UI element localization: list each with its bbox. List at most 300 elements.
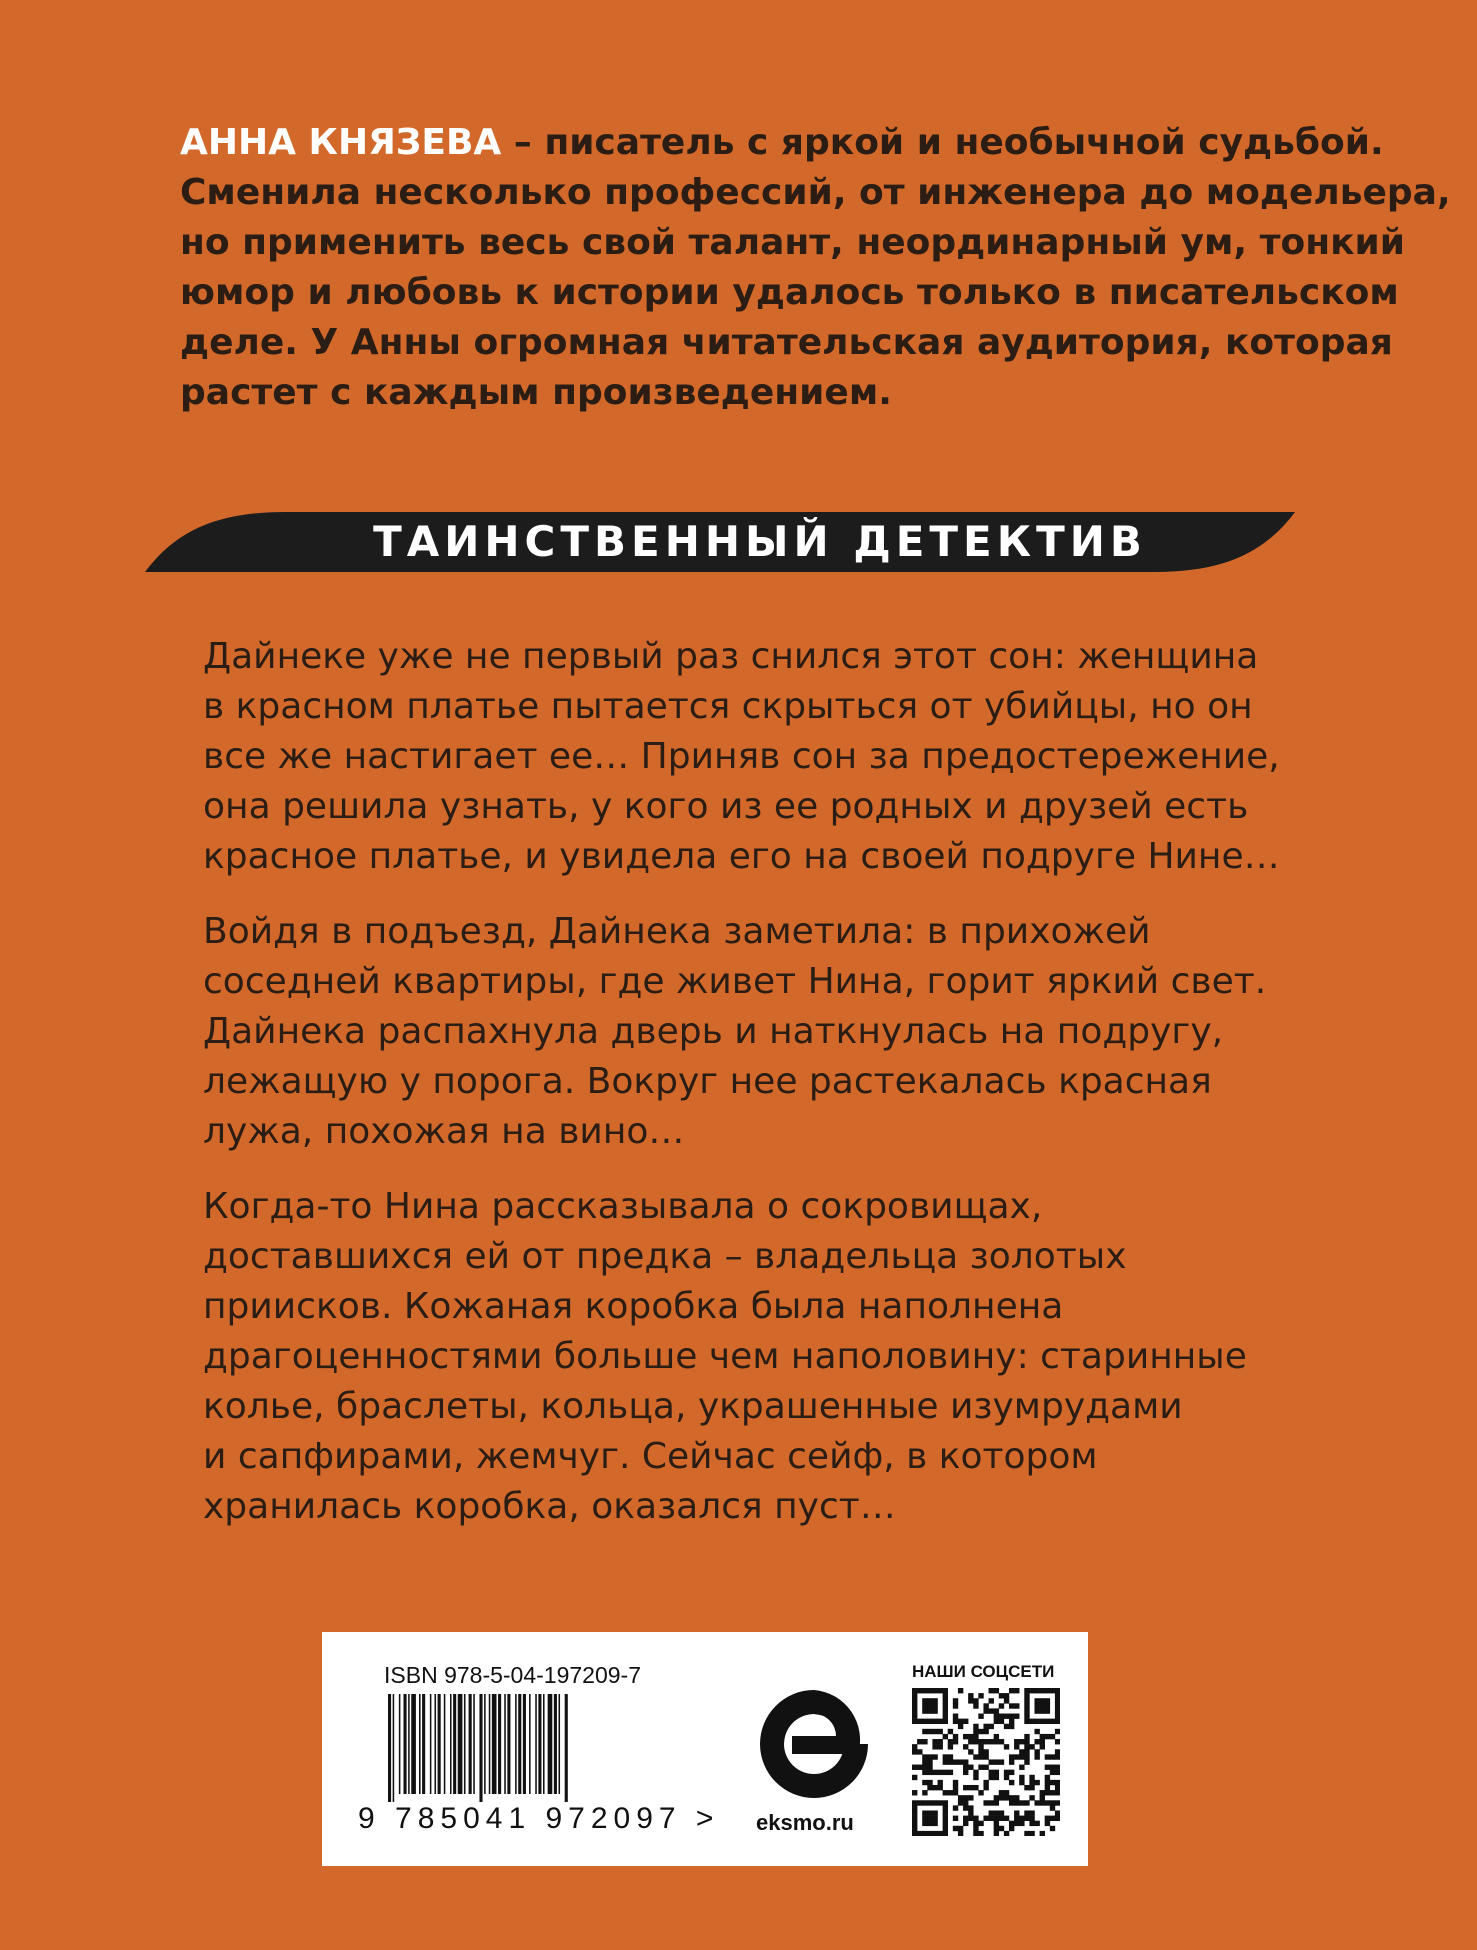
barcode-bar: [489, 1694, 491, 1794]
qr-module: [932, 1831, 937, 1836]
qr-module: [1050, 1826, 1055, 1831]
qr-module: [1040, 1703, 1045, 1708]
barcode-bar: [538, 1694, 541, 1794]
qr-module: [983, 1816, 988, 1821]
barcode-bar: [435, 1694, 437, 1794]
qr-module: [989, 1770, 994, 1775]
qr-module: [963, 1719, 968, 1724]
qr-module: [922, 1831, 927, 1836]
qr-module: [927, 1770, 932, 1775]
annotation-line: хранилась коробка, оказался пуст…: [203, 1486, 896, 1527]
qr-module: [922, 1739, 927, 1744]
qr-module: [968, 1810, 973, 1815]
qr-module: [922, 1759, 927, 1764]
qr-module: [1040, 1800, 1045, 1805]
qr-module: [1034, 1703, 1039, 1708]
qr-caption: НАШИ СОЦСЕТИ: [912, 1662, 1055, 1681]
qr-module: [963, 1759, 968, 1764]
qr-module: [1014, 1800, 1019, 1805]
qr-module: [1019, 1821, 1024, 1826]
qr-module: [1034, 1729, 1039, 1734]
qr-module: [938, 1688, 943, 1693]
qr-module: [922, 1698, 927, 1703]
qr-module: [943, 1805, 948, 1810]
qr-module: [983, 1739, 988, 1744]
barcode-bar: [430, 1694, 432, 1794]
qr-module: [922, 1810, 927, 1815]
qr-module: [912, 1714, 917, 1719]
qr-module: [932, 1785, 937, 1790]
qr-module: [927, 1719, 932, 1724]
qr-module: [912, 1719, 917, 1724]
qr-module: [1055, 1800, 1060, 1805]
barcode-bar: [479, 1694, 482, 1802]
qr-module: [1055, 1688, 1060, 1693]
barcode-bar: [450, 1694, 452, 1794]
qr-module: [973, 1698, 978, 1703]
qr-module: [1014, 1744, 1019, 1749]
qr-module: [1034, 1780, 1039, 1785]
qr-module: [1024, 1831, 1029, 1836]
qr-module: [989, 1724, 994, 1729]
qr-module: [922, 1790, 927, 1795]
barcode-bar: [529, 1694, 531, 1794]
qr-code-icon[interactable]: [912, 1688, 1060, 1836]
qr-module: [938, 1719, 943, 1724]
qr-module: [994, 1800, 999, 1805]
publisher-site: eksmo.ru: [756, 1810, 854, 1835]
qr-module: [912, 1703, 917, 1708]
qr-module: [994, 1714, 999, 1719]
qr-module: [994, 1821, 999, 1826]
qr-module: [943, 1693, 948, 1698]
qr-module: [1040, 1744, 1045, 1749]
qr-module: [999, 1714, 1004, 1719]
barcode-bar: [535, 1694, 537, 1794]
annotation-line: драгоценностями больше чем наполовину: старинные: [203, 1336, 1247, 1377]
qr-module: [1045, 1816, 1050, 1821]
qr-module: [1009, 1719, 1014, 1724]
qr-module: [927, 1810, 932, 1815]
qr-module: [978, 1714, 983, 1719]
qr-module: [1004, 1790, 1009, 1795]
qr-module: [968, 1698, 973, 1703]
author-bio: [180, 118, 1451, 418]
qr-module: [999, 1790, 1004, 1795]
qr-module: [922, 1729, 927, 1734]
qr-module: [917, 1749, 922, 1754]
qr-module: [994, 1708, 999, 1713]
qr-module: [948, 1770, 953, 1775]
qr-module: [1055, 1698, 1060, 1703]
qr-module: [1055, 1780, 1060, 1785]
qr-module: [927, 1708, 932, 1713]
qr-module: [927, 1816, 932, 1821]
qr-module: [963, 1821, 968, 1826]
qr-module: [938, 1800, 943, 1805]
barcode-digits: 9 785041 972097 >: [358, 1802, 720, 1835]
barcode-bar: [438, 1694, 441, 1794]
qr-module: [1034, 1688, 1039, 1693]
qr-module: [943, 1703, 948, 1708]
qr-module: [994, 1831, 999, 1836]
qr-module: [938, 1739, 943, 1744]
author-bio-line: Сменила несколько профессий, от инженера до модельера,: [180, 172, 1451, 213]
qr-module: [994, 1770, 999, 1775]
qr-module: [953, 1714, 958, 1719]
qr-module: [912, 1708, 917, 1713]
qr-module: [927, 1800, 932, 1805]
qr-module: [932, 1708, 937, 1713]
qr-module: [948, 1790, 953, 1795]
qr-module: [1055, 1810, 1060, 1815]
qr-module: [1014, 1703, 1019, 1708]
qr-module: [927, 1688, 932, 1693]
qr-module: [927, 1759, 932, 1764]
series-banner: [145, 512, 1295, 572]
qr-module: [932, 1729, 937, 1734]
qr-module: [1029, 1810, 1034, 1815]
book-annotation: [203, 632, 1333, 1557]
qr-module: [1009, 1703, 1014, 1708]
qr-module: [1014, 1688, 1019, 1693]
qr-module: [989, 1775, 994, 1780]
qr-module: [1004, 1795, 1009, 1800]
author-bio-text: – писатель с яркой и необычной судьбой.: [501, 122, 1384, 163]
qr-module: [1055, 1693, 1060, 1698]
qr-module: [973, 1821, 978, 1826]
qr-module: [938, 1729, 943, 1734]
qr-module: [963, 1770, 968, 1775]
qr-module: [963, 1795, 968, 1800]
qr-module: [1034, 1698, 1039, 1703]
barcode-bar: [543, 1694, 545, 1794]
barcode-bar: [408, 1694, 410, 1794]
author-bio-line: юмор и любовь к истории удалось только в писательском: [180, 272, 1399, 313]
qr-module: [1045, 1790, 1050, 1795]
qr-module: [973, 1816, 978, 1821]
qr-module: [1050, 1780, 1055, 1785]
qr-module: [999, 1795, 1004, 1800]
annotation-line: приисков. Кожаная коробка была наполнена: [203, 1286, 1064, 1327]
qr-module: [1009, 1770, 1014, 1775]
qr-module: [958, 1688, 963, 1693]
qr-module: [1050, 1688, 1055, 1693]
qr-module: [932, 1703, 937, 1708]
qr-module: [932, 1770, 937, 1775]
qr-module: [912, 1790, 917, 1795]
qr-module: [1009, 1821, 1014, 1826]
qr-module: [1040, 1734, 1045, 1739]
qr-module: [999, 1816, 1004, 1821]
qr-module: [943, 1810, 948, 1815]
qr-module: [978, 1744, 983, 1749]
qr-module: [953, 1719, 958, 1724]
qr-module: [994, 1719, 999, 1724]
qr-module: [1004, 1714, 1009, 1719]
qr-module: [953, 1785, 958, 1790]
qr-module: [927, 1703, 932, 1708]
qr-module: [953, 1826, 958, 1831]
qr-module: [1014, 1739, 1019, 1744]
qr-module: [1004, 1831, 1009, 1836]
qr-module: [968, 1795, 973, 1800]
qr-module: [953, 1780, 958, 1785]
barcode-bar: [565, 1694, 568, 1802]
qr-module: [943, 1734, 948, 1739]
qr-module: [973, 1729, 978, 1734]
qr-module: [943, 1770, 948, 1775]
qr-module: [1045, 1821, 1050, 1826]
qr-module: [1029, 1785, 1034, 1790]
author-bio-line: [180, 118, 1384, 168]
qr-module: [1004, 1698, 1009, 1703]
qr-module: [994, 1759, 999, 1764]
qr-module: [983, 1708, 988, 1713]
qr-module: [1024, 1739, 1029, 1744]
qr-module: [1034, 1708, 1039, 1713]
qr-module: [999, 1739, 1004, 1744]
qr-module: [973, 1831, 978, 1836]
qr-module: [973, 1724, 978, 1729]
qr-module: [983, 1785, 988, 1790]
qr-module: [1050, 1790, 1055, 1795]
qr-module: [917, 1688, 922, 1693]
qr-module: [922, 1708, 927, 1713]
annotation-line: Когда-то Нина рассказывала о сокровищах,: [203, 1186, 1043, 1227]
qr-module: [927, 1780, 932, 1785]
qr-module: [1024, 1693, 1029, 1698]
barcode-bar: [419, 1694, 421, 1794]
barcode-bar: [404, 1694, 407, 1794]
qr-module: [912, 1765, 917, 1770]
qr-module: [989, 1698, 994, 1703]
qr-module: [1014, 1795, 1019, 1800]
qr-module: [1055, 1708, 1060, 1713]
qr-module: [922, 1688, 927, 1693]
qr-module: [1055, 1714, 1060, 1719]
annotation-line: все же настигает ее… Приняв сон за предостережение,: [203, 736, 1280, 777]
qr-module: [953, 1759, 958, 1764]
qr-module: [989, 1816, 994, 1821]
qr-module: [932, 1688, 937, 1693]
qr-module: [989, 1759, 994, 1764]
qr-module: [1014, 1714, 1019, 1719]
qr-module: [994, 1688, 999, 1693]
qr-module: [1045, 1785, 1050, 1790]
annotation-line: доставшихся ей от предка – владельца золотых: [203, 1236, 1127, 1277]
qr-module: [958, 1831, 963, 1836]
qr-module: [958, 1724, 963, 1729]
qr-module: [927, 1831, 932, 1836]
qr-module: [922, 1800, 927, 1805]
qr-module: [938, 1780, 943, 1785]
qr-module: [927, 1785, 932, 1790]
qr-module: [1055, 1765, 1060, 1770]
qr-module: [963, 1744, 968, 1749]
qr-module: [1019, 1765, 1024, 1770]
qr-module: [978, 1739, 983, 1744]
barcode-bar: [507, 1694, 510, 1794]
qr-module: [1019, 1754, 1024, 1759]
qr-module: [1014, 1816, 1019, 1821]
qr-module: [1055, 1816, 1060, 1821]
barcode-bar: [523, 1694, 526, 1794]
barcode-bar: [453, 1694, 456, 1794]
qr-module: [948, 1744, 953, 1749]
qr-module: [927, 1765, 932, 1770]
qr-module: [1029, 1719, 1034, 1724]
qr-module: [1050, 1719, 1055, 1724]
qr-module: [1040, 1719, 1045, 1724]
qr-module: [1050, 1770, 1055, 1775]
qr-module: [1055, 1785, 1060, 1790]
qr-module: [978, 1749, 983, 1754]
qr-module: [1024, 1734, 1029, 1739]
qr-module: [948, 1754, 953, 1759]
qr-module: [1004, 1693, 1009, 1698]
qr-module: [1055, 1729, 1060, 1734]
qr-module: [943, 1790, 948, 1795]
qr-module: [1009, 1800, 1014, 1805]
qr-module: [948, 1759, 953, 1764]
qr-module: [1040, 1795, 1045, 1800]
qr-module: [989, 1800, 994, 1805]
annotation-line: в красном платье пытается скрыться от убийцы, но он: [203, 686, 1253, 727]
qr-module: [994, 1826, 999, 1831]
qr-module: [932, 1719, 937, 1724]
qr-module: [983, 1754, 988, 1759]
qr-module: [953, 1805, 958, 1810]
qr-module: [1055, 1754, 1060, 1759]
qr-module: [1014, 1810, 1019, 1815]
qr-module: [1019, 1780, 1024, 1785]
qr-module: [989, 1739, 994, 1744]
qr-module: [1045, 1698, 1050, 1703]
qr-module: [927, 1698, 932, 1703]
qr-module: [1055, 1790, 1060, 1795]
qr-module: [917, 1831, 922, 1836]
qr-module: [1004, 1744, 1009, 1749]
qr-module: [1055, 1703, 1060, 1708]
qr-module: [968, 1749, 973, 1754]
qr-module: [943, 1816, 948, 1821]
annotation-line: она решила узнать, у кого из ее родных и друзей есть: [203, 786, 1249, 827]
qr-module: [938, 1785, 943, 1790]
qr-module: [999, 1826, 1004, 1831]
qr-module: [1024, 1703, 1029, 1708]
qr-module: [938, 1744, 943, 1749]
qr-module: [1009, 1795, 1014, 1800]
qr-module: [912, 1816, 917, 1821]
qr-module: [968, 1739, 973, 1744]
qr-module: [932, 1754, 937, 1759]
qr-module: [943, 1831, 948, 1836]
barcode-bar: [554, 1694, 557, 1794]
qr-module: [1055, 1749, 1060, 1754]
annotation-line: Дайнеке уже не первый раз снился этот сон: женщина: [203, 636, 1259, 677]
qr-module: [943, 1754, 948, 1759]
qr-module: [994, 1739, 999, 1744]
qr-module: [943, 1826, 948, 1831]
qr-module: [1024, 1719, 1029, 1724]
qr-module: [1050, 1805, 1055, 1810]
qr-module: [973, 1770, 978, 1775]
qr-module: [1034, 1800, 1039, 1805]
qr-module: [912, 1810, 917, 1815]
qr-module: [922, 1816, 927, 1821]
qr-module: [1050, 1754, 1055, 1759]
qr-module: [1019, 1749, 1024, 1754]
qr-module: [983, 1765, 988, 1770]
qr-module: [912, 1800, 917, 1805]
qr-module: [1034, 1754, 1039, 1759]
qr-module: [978, 1729, 983, 1734]
qr-module: [968, 1765, 973, 1770]
qr-module: [912, 1826, 917, 1831]
qr-module: [978, 1754, 983, 1759]
annotation-paragraph: [203, 907, 1333, 1157]
qr-module: [973, 1785, 978, 1790]
qr-module: [932, 1821, 937, 1826]
barcode-bar: [548, 1694, 553, 1794]
qr-module: [1034, 1749, 1039, 1754]
barcode-bar: [388, 1694, 391, 1802]
qr-module: [948, 1739, 953, 1744]
qr-module: [973, 1754, 978, 1759]
qr-module: [963, 1800, 968, 1805]
qr-module: [1029, 1795, 1034, 1800]
qr-module: [994, 1810, 999, 1815]
qr-module: [989, 1708, 994, 1713]
qr-module: [912, 1805, 917, 1810]
qr-module: [1045, 1775, 1050, 1780]
qr-module: [1055, 1719, 1060, 1724]
qr-module: [978, 1693, 983, 1698]
qr-module: [953, 1734, 958, 1739]
qr-module: [1024, 1785, 1029, 1790]
qr-module: [958, 1800, 963, 1805]
qr-module: [917, 1739, 922, 1744]
barcode-bar: [498, 1694, 501, 1794]
qr-module: [943, 1708, 948, 1713]
barcode-bar: [411, 1694, 416, 1794]
qr-module: [1040, 1790, 1045, 1795]
qr-module: [1024, 1688, 1029, 1693]
qr-module: [1040, 1739, 1045, 1744]
qr-module: [1045, 1703, 1050, 1708]
qr-module: [953, 1698, 958, 1703]
qr-module: [1040, 1688, 1045, 1693]
qr-module: [1004, 1724, 1009, 1729]
qr-module: [1019, 1775, 1024, 1780]
qr-module: [932, 1744, 937, 1749]
qr-module: [968, 1816, 973, 1821]
barcode-bar: [393, 1694, 395, 1802]
qr-module: [927, 1729, 932, 1734]
qr-module: [1029, 1780, 1034, 1785]
qr-module: [1009, 1724, 1014, 1729]
barcode-bar: [458, 1694, 463, 1794]
qr-module: [922, 1770, 927, 1775]
barcode-icon: [384, 1694, 624, 1804]
qr-module: [948, 1729, 953, 1734]
qr-module: [989, 1810, 994, 1815]
annotation-line: лежащую у порога. Вокруг нее растекалась красная: [203, 1061, 1212, 1102]
qr-module: [953, 1790, 958, 1795]
qr-module: [999, 1693, 1004, 1698]
qr-module: [1029, 1775, 1034, 1780]
